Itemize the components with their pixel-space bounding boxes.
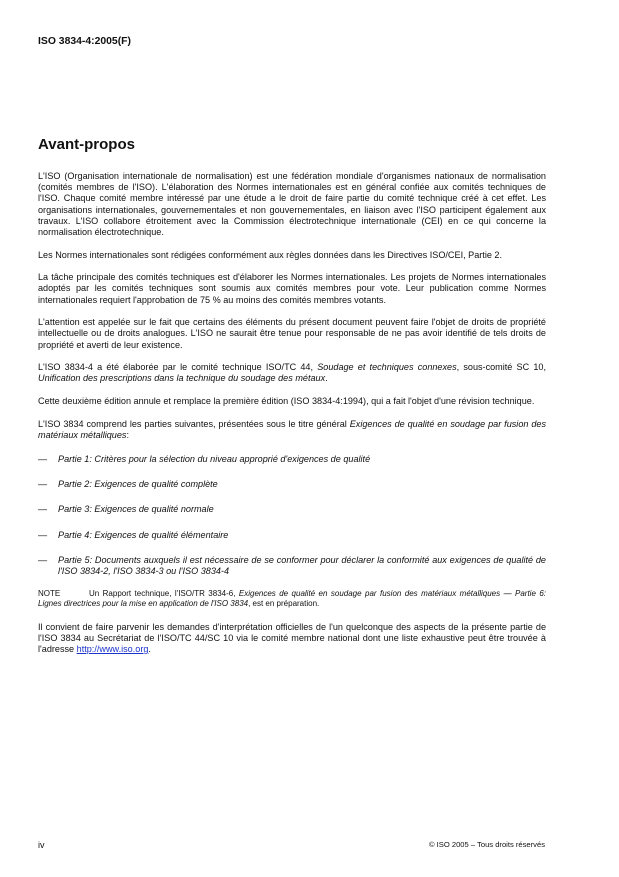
list-item-text: Partie 5: Documents auxquels il est nécessaire de se conformer pour déclarer la conformité aux exigences de qualité de l'ISO 3834-2, l'ISO 3834-3 ou l'ISO 3834-4 xyxy=(58,554,546,577)
dash-bullet: — xyxy=(38,529,48,540)
iso-website-link[interactable]: http://www.iso.org xyxy=(76,644,149,655)
list-item xyxy=(38,454,546,465)
text-run: , sous-comité SC 10, xyxy=(456,362,546,373)
copyright-notice: © ISO 2005 – Tous droits réservés xyxy=(428,840,545,849)
dash-bullet: — xyxy=(38,479,48,490)
parts-list xyxy=(38,454,546,577)
general-title: Exigences de qualité en soudage par fusion des matériaux métalliques xyxy=(38,418,546,440)
list-item-text: Partie 1: Critères pour la sélection du niveau approprié d'exigences de qualité xyxy=(58,454,371,464)
note-report-title: Exigences de qualité en soudage par fusion des matériaux métalliques — Partie 6: Lignes directrices pour la mise en application de l'ISO 3834 xyxy=(38,589,546,609)
text-run: L'ISO 3834-4 a été élaborée par le comité technique ISO/TC 44, xyxy=(38,362,318,373)
committee-title: Soudage et techniques connexes xyxy=(317,362,457,373)
paragraph-main-task: La tâche principale des comités techniques est d'élaborer les Normes internationales. Les projets de Normes internationales adoptés par les comités techniques sont soumis aux comités membres pour vote. Leur publication comme Normes internationales requiert l'approbation de 75 % au moins des comités membres votants. xyxy=(38,272,546,305)
paragraph-iso-description: L'ISO (Organisation internationale de normalisation) est une fédération mondiale d'organismes nationaux de normalisation (comités membres de l'ISO). L'élaboration des Normes internationales est en général confiée aux comités techniques de l'ISO. Chaque comité membre intéressé par une étude a le droit de faire partie du comité technique créé à cet effet. Les organisations internationales, gouvernementales et non gouvernementales, en liaison avec l'ISO participent également aux travaux. L'ISO collabore étroitement avec la Commission électrotechnique internationale (CEI) en ce qui concerne la normalisation électrotechnique. xyxy=(38,171,546,238)
text-run: Un Rapport technique, l'ISO/TR 3834-6, xyxy=(89,589,239,599)
page-title: Avant-propos xyxy=(38,136,135,153)
list-item xyxy=(38,504,546,515)
dash-bullet: — xyxy=(38,504,48,515)
text-run: Il convient de faire parvenir les demandes d'interprétation officielles de l'un quelconque des aspects de la présente partie de l'ISO 3834 au Secrétariat de l'ISO/TC 44/SC 10 via le comité membre national dont une liste exhaustive peut être trouvée à l'adresse xyxy=(38,621,546,655)
paragraph-committee xyxy=(38,362,546,384)
paragraph-directives: Les Normes internationales sont rédigées conformément aux règles données dans les Directives ISO/CEI, Partie 2. xyxy=(38,249,503,260)
note-label: NOTE xyxy=(38,589,61,599)
dash-bullet: — xyxy=(38,454,48,464)
text-run: . xyxy=(325,373,328,384)
list-item xyxy=(38,479,546,490)
paragraph-interpretation xyxy=(38,622,546,656)
page-number: iv xyxy=(38,840,45,850)
list-item-text: Partie 4: Exigences de qualité élémentaire xyxy=(58,529,229,540)
text-run: , est en préparation. xyxy=(248,599,320,609)
text-run: L'ISO 3834 comprend les parties suivantes, présentées sous le titre général xyxy=(38,418,350,429)
list-item-text: Partie 2: Exigences de qualité complète xyxy=(58,479,218,490)
paragraph-patent-notice: L'attention est appelée sur le fait que certains des éléments du présent document peuvent faire l'objet de droits de propriété intellectuelle ou de droits analogues. L'ISO ne saurait être tenue pour responsable de ne pas avoir identifié de tels droits de propriété et averti de leur existence. xyxy=(38,317,546,350)
subcommittee-title: Unification des prescriptions dans la technique du soudage des métaux xyxy=(38,373,326,384)
list-item xyxy=(38,530,546,541)
list-item-text: Partie 3: Exigences de qualité normale xyxy=(58,504,214,515)
document-body xyxy=(38,171,546,667)
paragraph-parts-intro xyxy=(38,419,546,441)
list-item xyxy=(38,555,546,577)
note xyxy=(38,589,546,609)
paragraph-edition: Cette deuxième édition annule et remplace la première édition (ISO 3834-4:1994), qui a fait l'objet d'une révision technique. xyxy=(38,396,535,406)
text-run: . xyxy=(148,644,151,655)
text-run: : xyxy=(126,429,129,440)
document-id-header: ISO 3834-4:2005(F) xyxy=(38,36,131,47)
dash-bullet: — xyxy=(38,554,48,565)
